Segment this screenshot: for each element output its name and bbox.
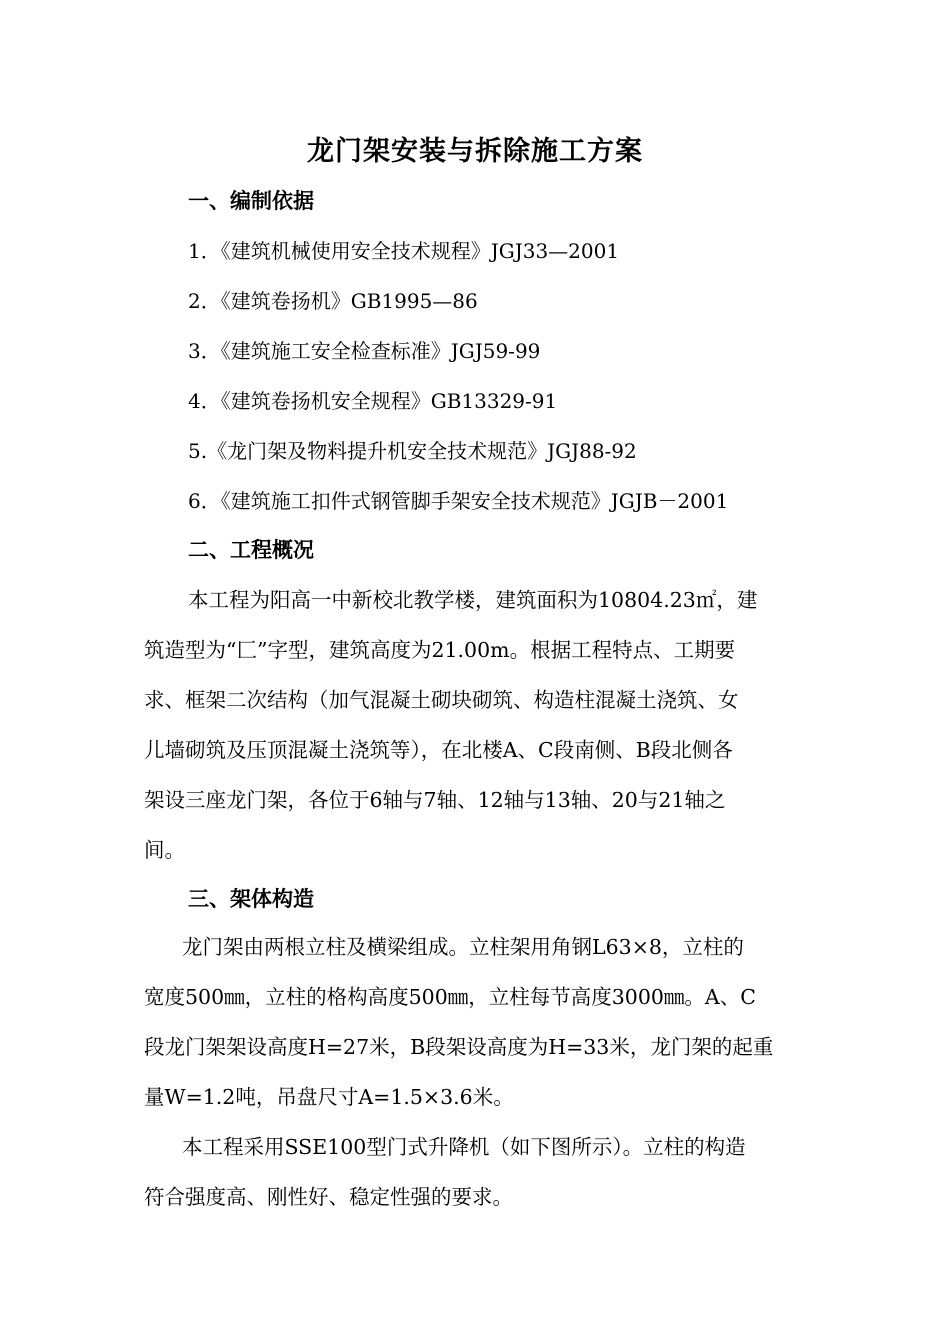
reference-item: 5.《龙门架及物料提升机安全技术规范》JGJ88-92 — [188, 439, 637, 463]
structure-line: 宽度500㎜，立柱的格构高度500㎜，立柱每节高度3000㎜。A、C — [144, 985, 756, 1009]
section-heading-structure: 三、架体构造 — [188, 886, 314, 911]
overview-line: 本工程为阳高一中新校北教学楼，建筑面积为10804.23㎡，建 — [188, 588, 758, 612]
structure-line: 段龙门架架设高度H=27米，B段架设高度为H=33米，龙门架的起重 — [144, 1035, 774, 1059]
reference-item: 2．《建筑卷扬机》GB1995—86 — [188, 289, 478, 313]
overview-line: 筑造型为“匚”字型，建筑高度为21.00m。根据工程特点、工期要 — [144, 638, 736, 662]
reference-item: 4．《建筑卷扬机安全规程》GB13329-91 — [188, 389, 558, 413]
overview-line: 间。 — [144, 838, 185, 862]
section-heading-basis: 一、编制依据 — [188, 188, 314, 213]
structure-line: 龙门架由两根立柱及横梁组成。立柱架用角钢L63×8，立柱的 — [182, 935, 744, 959]
reference-item: 6．《建筑施工扣件式钢管脚手架安全技术规范》JGJB－2001 — [188, 489, 729, 513]
overview-line: 架设三座龙门架，各位于6轴与7轴、12轴与13轴、20与21轴之 — [144, 788, 726, 812]
section-heading-overview: 二、工程概况 — [188, 537, 314, 562]
structure-line: 符合强度高、刚性好、稳定性强的要求。 — [144, 1185, 513, 1209]
structure-line: 本工程采用SSE100型门式升降机（如下图所示）。立柱的构造 — [182, 1135, 746, 1159]
reference-item: 3．《建筑施工安全检查标准》JGJ59-99 — [188, 339, 541, 363]
document-title: 龙门架安装与拆除施工方案 — [307, 136, 643, 167]
overview-line: 求、框架二次结构（加气混凝土砌块砌筑、构造柱混凝土浇筑、女 — [144, 688, 739, 712]
reference-item: 1．《建筑机械使用安全技术规程》JGJ33—2001 — [188, 239, 620, 263]
overview-line: 儿墙砌筑及压顶混凝土浇筑等），在北楼A、C段南侧、B段北侧各 — [144, 738, 733, 762]
structure-line: 量W=1.2吨，吊盘尺寸A=1.5×3.6米。 — [144, 1085, 514, 1109]
